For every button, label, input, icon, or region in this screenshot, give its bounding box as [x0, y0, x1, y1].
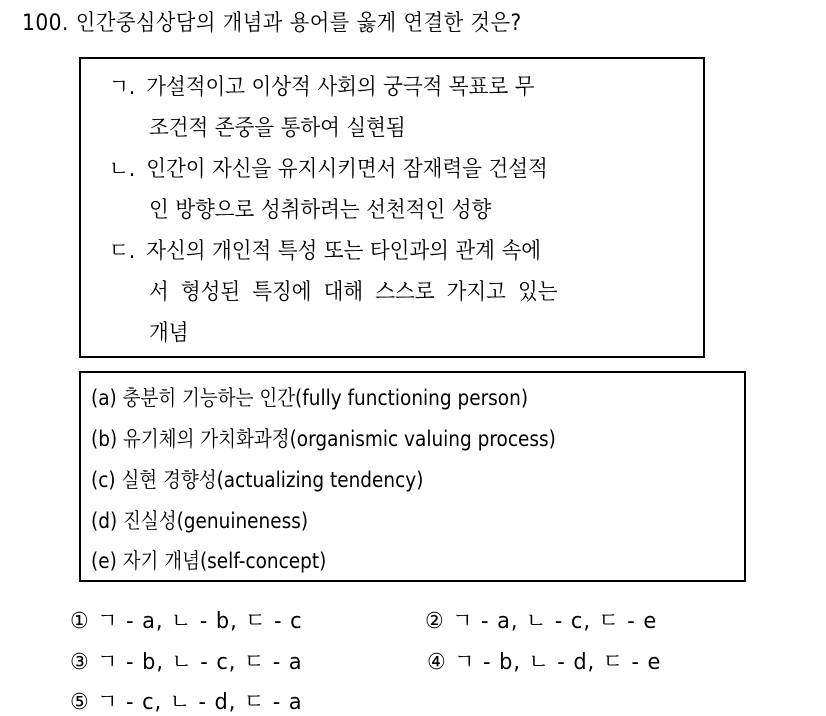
choice-1[interactable]	[70, 604, 303, 635]
choice-text: ㄱ - a, ㄴ - c, ㄷ - e	[452, 609, 658, 634]
choice-text: ㄱ - b, ㄴ - d, ㄷ - e	[454, 650, 662, 675]
statement-line: 조건적 존중을 통하여 실현됨	[149, 116, 406, 141]
statement-marker: ㄷ.	[109, 239, 136, 264]
statement-line: 개념	[149, 321, 189, 346]
statement-marker: ㄴ.	[109, 157, 136, 182]
statement-nieun	[109, 152, 548, 183]
choice-number: ①	[70, 609, 90, 634]
choice-text: ㄱ - a, ㄴ - b, ㄷ - c	[97, 609, 303, 634]
statement-digeut	[109, 234, 541, 265]
term-e: (e) 자기 개념(self-concept)	[91, 549, 327, 573]
statement-line: 자신의 개인적 특성 또는 타인과의 관계 속에	[146, 239, 541, 264]
choice-number: ③	[70, 650, 90, 675]
choice-number: ④	[427, 650, 447, 675]
question-text: 인간중심상담의 개념과 용어를 옳게 연결한 것은?	[75, 11, 522, 36]
statement-line: 인 방향으로 성취하려는 선천적인 성향	[149, 198, 492, 223]
statement-line: 인간이 자신을 유지시키면서 잠재력을 건설적	[146, 157, 548, 182]
choice-text: ㄱ - c, ㄴ - d, ㄷ - a	[97, 690, 303, 715]
term-a: (a) 충분히 기능하는 인간(fully functioning person)	[91, 386, 529, 410]
statement-box	[79, 57, 705, 358]
choice-4[interactable]	[427, 645, 661, 676]
choice-text: ㄱ - b, ㄴ - c, ㄷ - a	[97, 650, 303, 675]
statement-marker: ㄱ.	[109, 75, 136, 100]
statement-line: 가설적이고 이상적 사회의 궁극적 목표로 무	[146, 75, 535, 100]
term-c: (c) 실현 경향성(actualizing tendency)	[91, 468, 424, 492]
choice-2[interactable]	[425, 604, 657, 635]
choice-number: ⑤	[70, 690, 90, 715]
statement-giyeok	[109, 70, 534, 101]
choice-5[interactable]	[70, 685, 303, 716]
term-b: (b) 유기체의 가치화과정(organismic valuing process)	[91, 427, 556, 451]
question-stem	[22, 6, 522, 37]
term-d: (d) 진실성(genuineness)	[91, 509, 309, 533]
choice-3[interactable]	[70, 645, 303, 676]
choice-number: ②	[425, 609, 445, 634]
statement-line: 서 형성된 특징에 대해 스스로 가지고 있는	[149, 280, 558, 305]
question-number: 100.	[22, 11, 69, 36]
terms-box	[79, 371, 746, 582]
